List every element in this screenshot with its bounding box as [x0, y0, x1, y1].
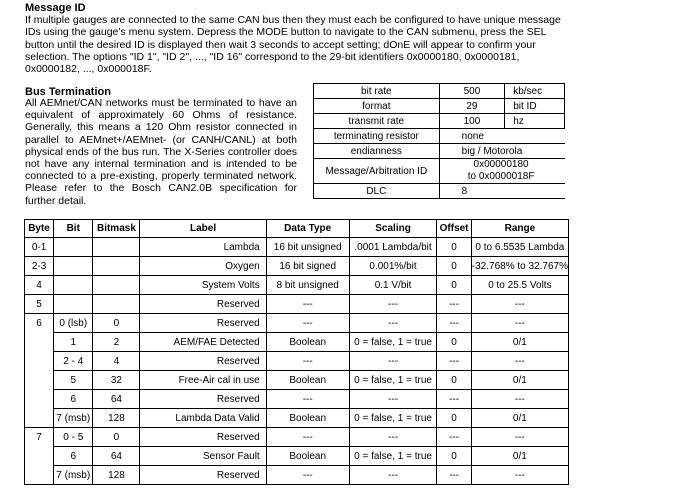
table-row	[25, 333, 569, 352]
offset-cell: 0	[437, 409, 471, 428]
data-type-cell: 16 bit unsigned	[266, 238, 349, 257]
spec-value: 8	[439, 184, 564, 199]
spec-row-endianness	[314, 144, 565, 159]
label-cell: Lambda Data Valid	[140, 409, 266, 428]
header-bit: Bit	[54, 220, 93, 238]
bitmask-cell: 128	[93, 466, 140, 485]
spec-row-terminating-resistor	[314, 129, 565, 144]
data-type-cell: 16 bit signed	[266, 257, 349, 276]
spec-row-bit-rate	[314, 84, 565, 99]
offset-cell: ---	[437, 314, 471, 333]
spec-row-transmit-rate	[314, 114, 565, 129]
header-bitmask: Bitmask	[93, 220, 140, 238]
table-row	[25, 295, 569, 314]
data-type-cell: ---	[266, 352, 349, 371]
header-offset: Offset	[437, 220, 471, 238]
header-data-type: Data Type	[266, 220, 349, 238]
table-row	[25, 409, 569, 428]
spec-label: format	[314, 99, 440, 114]
spec-unit: hz	[505, 114, 565, 129]
bit-cell	[54, 257, 93, 276]
spec-label: transmit rate	[314, 114, 440, 129]
bitmask-cell: 128	[93, 409, 140, 428]
offset-cell: ---	[437, 390, 471, 409]
range-cell: ---	[471, 428, 568, 447]
byte-cell	[25, 352, 54, 371]
header-scaling: Scaling	[349, 220, 437, 238]
scaling-cell: 0 = false, 1 = true	[349, 409, 437, 428]
bitmask-cell: 32	[93, 371, 140, 390]
table-row	[25, 257, 569, 276]
header-range: Range	[471, 220, 568, 238]
message-id-heading: Message ID	[25, 2, 86, 14]
spec-label: DLC	[314, 184, 440, 199]
byte-cell	[25, 409, 54, 428]
bitmask-cell: 64	[93, 447, 140, 466]
bit-cell: 5	[54, 371, 93, 390]
spec-unit: kb/sec	[505, 84, 565, 99]
data-type-cell: ---	[266, 314, 349, 333]
range-cell: 0/1	[471, 371, 568, 390]
spec-value: 100	[439, 114, 505, 129]
label-cell: AEM/FAE Detected	[140, 333, 266, 352]
label-cell: Free-Air cal in use	[140, 371, 266, 390]
bit-cell: 1	[54, 333, 93, 352]
data-type-cell: ---	[266, 295, 349, 314]
range-cell: ---	[471, 352, 568, 371]
byte-cell	[25, 333, 54, 352]
scaling-cell: 0 = false, 1 = true	[349, 447, 437, 466]
table-row	[25, 390, 569, 409]
table-row	[25, 352, 569, 371]
spec-row-arbitration-id	[314, 159, 565, 184]
scaling-cell: 0 = false, 1 = true	[349, 333, 437, 352]
byte-cell	[25, 371, 54, 390]
bitmask-cell: 0	[93, 428, 140, 447]
label-cell: Lambda	[140, 238, 266, 257]
range-cell: 0/1	[471, 333, 568, 352]
spec-value	[439, 159, 564, 184]
label-cell: Reserved	[140, 466, 266, 485]
data-type-cell: Boolean	[266, 371, 349, 390]
bitmask-cell: 2	[93, 333, 140, 352]
spec-label: bit rate	[314, 84, 440, 99]
data-type-cell: ---	[266, 466, 349, 485]
data-type-cell: Boolean	[266, 447, 349, 466]
table-row	[25, 428, 569, 447]
bitmask-cell	[93, 257, 140, 276]
bit-cell: 6	[54, 390, 93, 409]
bitmask-cell	[93, 238, 140, 257]
offset-cell: 0	[437, 276, 471, 295]
can-spec-table	[313, 83, 565, 199]
bus-termination-paragraph: All AEMnet/CAN networks must be terminated to have an equivalent of approximately 60 Ohms of resistance. Generally, this means a 120 Ohm resistor connected in parallel to AEMnet+/AEMnet- (or CANH/CANL) at both physical ends of the bus run. The X-Series controller does not have any internal termination and is intended to be connected to a pre-existing, properly terminated network. Please refer to the Bosch CAN2.0B specification for further detail.	[25, 97, 297, 207]
label-cell: Reserved	[140, 390, 266, 409]
label-cell: Reserved	[140, 295, 266, 314]
header-label: Label	[140, 220, 266, 238]
offset-cell: 0	[437, 238, 471, 257]
range-cell: -32.768% to 32.767%	[471, 257, 568, 276]
bit-cell: 7 (msb)	[54, 466, 93, 485]
data-type-cell: ---	[266, 390, 349, 409]
range-cell: 0/1	[471, 409, 568, 428]
scaling-cell: ---	[349, 466, 437, 485]
label-cell: Sensor Fault	[140, 447, 266, 466]
offset-cell: 0	[437, 371, 471, 390]
byte-cell: 7	[25, 428, 54, 447]
offset-cell: ---	[437, 352, 471, 371]
spec-value: 29	[439, 99, 505, 114]
range-cell: ---	[471, 390, 568, 409]
bit-cell	[54, 276, 93, 295]
bit-cell: 6	[54, 447, 93, 466]
label-cell: Reserved	[140, 428, 266, 447]
spec-value: big / Motorola	[439, 144, 564, 159]
spec-row-dlc	[314, 184, 565, 199]
range-cell: ---	[471, 314, 568, 333]
table-row	[25, 447, 569, 466]
bitmask-cell: 0	[93, 314, 140, 333]
offset-cell: 0	[437, 257, 471, 276]
data-type-cell: ---	[266, 428, 349, 447]
byte-cell: 5	[25, 295, 54, 314]
scaling-cell: 0.1 V/bit	[349, 276, 437, 295]
spec-label: Message/Arbitration ID	[314, 159, 440, 184]
byte-cell	[25, 447, 54, 466]
byte-cell: 2-3	[25, 257, 54, 276]
byte-cell: 0-1	[25, 238, 54, 257]
label-cell: Oxygen	[140, 257, 266, 276]
data-type-cell: 8 bit unsigned	[266, 276, 349, 295]
scaling-cell: ---	[349, 352, 437, 371]
message-id-paragraph: If multiple gauges are connected to the same CAN bus then they must each be configured to have unique message IDs using the gauge's menu system. Depress the MODE button to navigate to the CAN submenu, press the SEL button until the desired ID is displayed then wait 3 seconds to accept setting; dOnE will appear to confirm your selection. The options "ID 1", "ID 2", ..., "ID 16" correspond to the 29-bit identifiers 0x0000180, 0x0000181, 0x0000182, ..., 0x000018F.	[25, 14, 561, 76]
spec-value-line-2: to 0x0000018F	[467, 171, 535, 182]
spec-value: 500	[439, 84, 505, 99]
bus-termination-heading: Bus Termination	[25, 86, 111, 98]
data-type-cell: Boolean	[266, 409, 349, 428]
table-row	[25, 276, 569, 295]
table-row	[25, 466, 569, 485]
can-message-table	[24, 219, 569, 485]
range-cell: 0 to 6.5535 Lambda	[471, 238, 568, 257]
offset-cell: ---	[437, 295, 471, 314]
offset-cell: 0	[437, 333, 471, 352]
scaling-cell: 0 = false, 1 = true	[349, 371, 437, 390]
bit-cell: 0 - 5	[54, 428, 93, 447]
table-row	[25, 314, 569, 333]
bit-cell	[54, 238, 93, 257]
offset-cell: ---	[437, 466, 471, 485]
spec-unit: bit ID	[505, 99, 565, 114]
spec-label: terminating resistor	[314, 129, 440, 144]
scaling-cell: ---	[349, 295, 437, 314]
bit-cell: 7 (msb)	[54, 409, 93, 428]
scaling-cell: ---	[349, 390, 437, 409]
label-cell: Reserved	[140, 352, 266, 371]
range-cell: ---	[471, 295, 568, 314]
byte-cell: 6	[25, 314, 54, 333]
bitmask-cell: 4	[93, 352, 140, 371]
bitmask-cell	[93, 295, 140, 314]
range-cell: 0/1	[471, 447, 568, 466]
byte-cell	[25, 466, 54, 485]
data-type-cell: Boolean	[266, 333, 349, 352]
scaling-cell: 0.001%/bit	[349, 257, 437, 276]
bit-cell: 0 (lsb)	[54, 314, 93, 333]
scaling-cell: .0001 Lambda/bit	[349, 238, 437, 257]
label-cell: Reserved	[140, 314, 266, 333]
label-cell: System Volts	[140, 276, 266, 295]
bitmask-cell: 64	[93, 390, 140, 409]
range-cell: 0 to 25.5 Volts	[471, 276, 568, 295]
table-header-row	[25, 220, 569, 238]
spec-label: endianness	[314, 144, 440, 159]
range-cell: ---	[471, 466, 568, 485]
bitmask-cell	[93, 276, 140, 295]
header-byte: Byte	[25, 220, 54, 238]
scaling-cell: ---	[349, 428, 437, 447]
byte-cell	[25, 390, 54, 409]
byte-cell: 4	[25, 276, 54, 295]
bit-cell	[54, 295, 93, 314]
table-row	[25, 238, 569, 257]
table-row	[25, 371, 569, 390]
bit-cell: 2 - 4	[54, 352, 93, 371]
spec-value-line-1: 0x00000180	[473, 159, 529, 170]
offset-cell: ---	[437, 428, 471, 447]
spec-row-format	[314, 99, 565, 114]
scaling-cell: ---	[349, 314, 437, 333]
offset-cell: 0	[437, 447, 471, 466]
spec-value: none	[439, 129, 564, 144]
